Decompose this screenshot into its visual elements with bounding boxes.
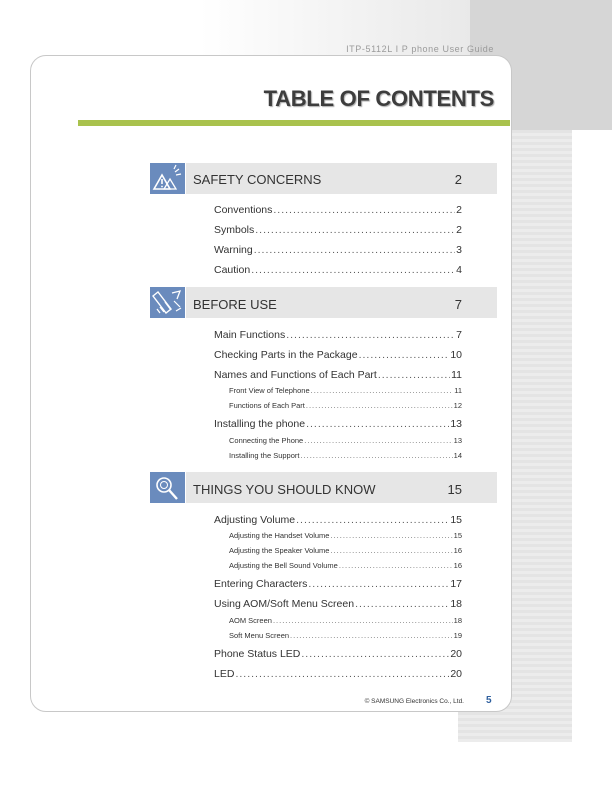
toc-subentry[interactable]: Adjusting the Bell Sound Volume ..... 16 <box>229 561 462 570</box>
guide-title: ITP-5112L I P phone User Guide <box>346 44 494 54</box>
page-number: 5 <box>486 695 492 706</box>
warning-icon <box>150 163 185 194</box>
toc-subentry[interactable]: Installing the Support ..... 14 <box>229 451 462 460</box>
toc-subentry[interactable]: Adjusting the Handset Volume ..... 15 <box>229 531 462 540</box>
content-card <box>30 55 512 712</box>
page-title: TABLE OF CONTENTS <box>263 86 494 111</box>
toc-entry[interactable]: Checking Parts in the Package ..... 10 <box>214 349 462 361</box>
title-underline <box>78 120 510 126</box>
section-title-things[interactable]: THINGS YOU SHOULD KNOW <box>193 482 376 497</box>
toc-subentry[interactable]: Functions of Each Part ..... 12 <box>229 401 462 410</box>
section-page-before-use: 7 <box>454 297 462 312</box>
toc-entry[interactable]: Phone Status LED ..... 20 <box>214 648 462 660</box>
magnifier-icon <box>150 472 185 503</box>
section-title-before-use[interactable]: BEFORE USE <box>193 297 277 312</box>
toc-subentry[interactable]: AOM Screen ..... 18 <box>229 616 462 625</box>
section-title-safety[interactable]: SAFETY CONCERNS <box>193 172 322 187</box>
toc-entry[interactable]: Using AOM/Soft Menu Screen ..... 18 <box>214 598 462 610</box>
toc-subentry[interactable]: Soft Menu Screen ..... 19 <box>229 631 462 640</box>
checklist-icon <box>150 287 185 318</box>
toc-subentry[interactable]: Connecting the Phone ..... 13 <box>229 436 462 445</box>
section-page-safety: 2 <box>454 172 462 187</box>
toc-entry[interactable]: LED ..... 20 <box>214 668 462 680</box>
toc-subentry[interactable]: Adjusting the Speaker Volume ..... 16 <box>229 546 462 555</box>
toc-entry[interactable]: Main Functions ..... 7 <box>214 329 462 341</box>
toc-entry[interactable]: Names and Functions of Each Part ..... 11 <box>214 369 462 381</box>
toc-entry[interactable]: Installing the phone ..... 13 <box>214 418 462 430</box>
toc-entry[interactable]: Entering Characters ..... 17 <box>214 578 462 590</box>
toc-entry[interactable]: Symbols ..... 2 <box>214 224 462 236</box>
toc-entry[interactable]: Caution ..... 4 <box>214 264 462 276</box>
toc-entry[interactable]: Adjusting Volume ..... 15 <box>214 514 462 526</box>
toc-subentry[interactable]: Front View of Telephone ..... 11 <box>229 386 462 395</box>
section-page-things: 15 <box>447 482 462 497</box>
toc-entry[interactable]: Warning ..... 3 <box>214 244 462 256</box>
copyright: © SAMSUNG Electronics Co., Ltd. <box>364 698 464 705</box>
toc-entry[interactable]: Conventions ..... 2 <box>214 204 462 216</box>
